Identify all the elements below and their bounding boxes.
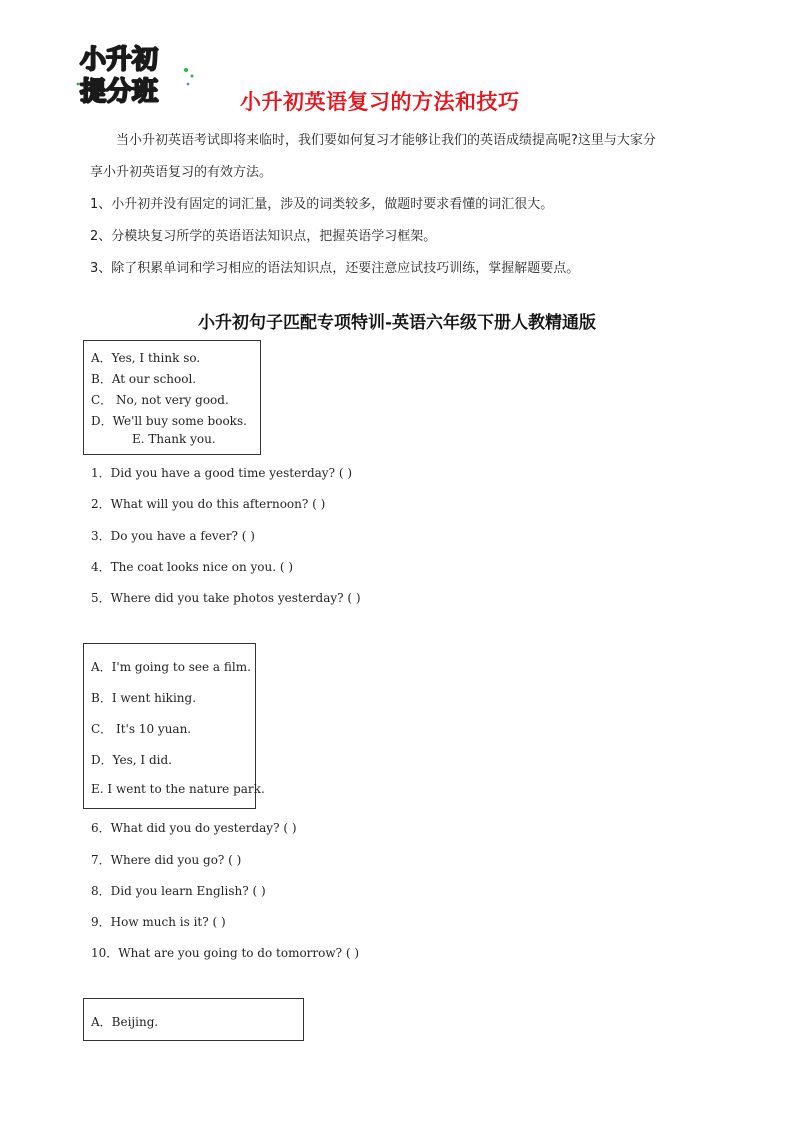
question: 2．What will you do this afternoon? ( ) bbox=[91, 497, 326, 511]
question: 7．Where did you go? ( ) bbox=[91, 853, 242, 867]
options-box-1 bbox=[83, 340, 261, 455]
question: 4．The coat looks nice on you. ( ) bbox=[91, 560, 294, 574]
logo-line2: 提分班 bbox=[80, 77, 159, 107]
options-box-3 bbox=[83, 998, 304, 1041]
tip-1: 1、小升初并没有固定的词汇量，涉及的词类较多，做题时要求看懂的词汇很大。 bbox=[90, 197, 554, 212]
intro-line-1: 当小升初英语考试即将来临时，我们要如何复习才能够让我们的英语成绩提高呢?这里与大家分 bbox=[116, 133, 656, 148]
option: A．Yes, I think so. bbox=[91, 351, 201, 365]
logo-line1: 小升初 bbox=[80, 45, 159, 75]
option: B．At our school. bbox=[91, 372, 197, 386]
question: 9．How much is it? ( ) bbox=[91, 915, 226, 929]
option: C． No, not very good. bbox=[91, 393, 229, 407]
option: D．Yes, I did. bbox=[91, 753, 172, 767]
question: 6．What did you do yesterday? ( ) bbox=[91, 821, 297, 835]
question: 8．Did you learn English? ( ) bbox=[91, 884, 266, 898]
tip-3: 3、除了积累单词和学习相应的语法知识点，还要注意应试技巧训练，掌握解题要点。 bbox=[90, 261, 580, 276]
intro-section bbox=[90, 125, 710, 285]
logo bbox=[76, 40, 198, 108]
question: 1．Did you have a good time yesterday? ( ) bbox=[91, 466, 353, 480]
page-title: 小升初英语复习的方法和技巧 bbox=[240, 90, 520, 114]
question: 10．What are you going to do tomorrow? ( ) bbox=[91, 946, 360, 960]
option: A．Beijing. bbox=[91, 1015, 159, 1029]
options-box-2 bbox=[83, 643, 265, 809]
option: E. Thank you. bbox=[132, 432, 216, 446]
intro-line-2: 享小升初英语复习的有效方法。 bbox=[90, 165, 273, 180]
option: D．We'll buy some books. bbox=[91, 414, 247, 428]
question: 3．Do you have a fever? ( ) bbox=[91, 529, 255, 543]
tip-2: 2、分模块复习所学的英语语法知识点，把握英语学习框架。 bbox=[90, 229, 437, 244]
option: C． It's 10 yuan. bbox=[91, 722, 192, 736]
question: 5．Where did you take photos yesterday? ( ) bbox=[91, 591, 361, 605]
section-title: 小升初句子匹配专项特训-英语六年级下册人教精通版 bbox=[197, 313, 597, 333]
option: A．I'm going to see a film. bbox=[91, 660, 251, 674]
option: E. I went to the nature park. bbox=[91, 782, 265, 796]
option: B．I went hiking. bbox=[91, 691, 197, 705]
